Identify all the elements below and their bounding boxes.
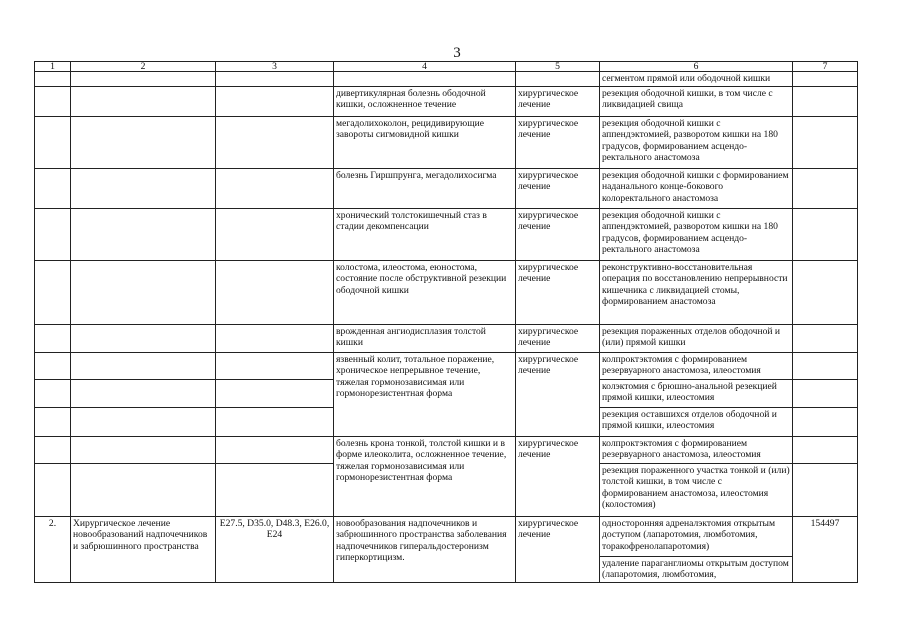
cell-icd-codes [216,436,334,463]
cell-profile [71,463,216,516]
cell-icd-codes [216,463,334,516]
table-row [35,516,858,556]
cell-diagnosis: врожденная ангиодисплазия толстой кишки [334,324,516,352]
cell-cost: 154497 [793,516,858,582]
cell-method: колэктомия с брюшно-анальной резекцией прямой кишки, илеостомия [600,379,793,407]
cell-treatment-type: хирургическое лечение [516,352,600,436]
cell-method: резекция оставшихся отделов ободочной и прямой кишки, илеостомия [600,407,793,436]
cell-diagnosis: новообразования надпочечников и забрюшинного пространства заболевания надпочечников гиперальдостеронизм гиперкортицизм. [334,516,516,582]
cell-icd-codes [216,116,334,168]
cell-diagnosis: болезнь крона тонкой, толстой кишки и в форме илеоколита, осложненное течение, тяжелая гормонозависимая или гормонорезистентная форма [334,436,516,516]
table-row [35,352,858,379]
cell-number [35,463,71,516]
column-number-row [35,62,858,72]
cell-method: резекция ободочной кишки, в том числе с ликвидацией свища [600,86,793,116]
cell-profile [71,86,216,116]
cell-icd-codes [216,352,334,379]
cell-profile [71,208,216,260]
cell-icd-codes [216,324,334,352]
cell-profile [71,407,216,436]
table-row [35,208,858,260]
cell-icd-codes [216,208,334,260]
cell-icd-codes [216,86,334,116]
cell-method: сегментом прямой или ободочной кишки [600,72,793,87]
cell-diagnosis: хронический толстокишечный стаз в стадии декомпенсации [334,208,516,260]
table-row [35,116,858,168]
cell-icd-codes [216,260,334,324]
cell-method: резекция ободочной кишки с аппендэктомией, разворотом кишки на 180 градусов, формированием асцендо-ректального анастомоза [600,208,793,260]
cell-number [35,324,71,352]
cell-cost [793,436,858,463]
cell-profile [71,436,216,463]
cell-number [35,407,71,436]
cell-diagnosis: колостома, илеостома, еюностома, состояние после обструктивной резекции ободочной кишки [334,260,516,324]
cell-diagnosis: язвенный колит, тотальное поражение, хроническое непрерывное течение, тяжелая гормонозависимая или гормонорезистентная форма [334,352,516,436]
table-row [35,324,858,352]
cell-treatment-type: хирургическое лечение [516,436,600,516]
cell-cost [793,407,858,436]
cell-profile [71,260,216,324]
cell-icd-codes [216,407,334,436]
column-number: 4 [334,62,516,72]
cell-profile [71,324,216,352]
cell-number [35,436,71,463]
cell-diagnosis: болезнь Гиршпрунга, мегадолихосигма [334,168,516,208]
cell-treatment-type: хирургическое лечение [516,116,600,168]
table-row [35,86,858,116]
column-number: 1 [35,62,71,72]
table-row [35,260,858,324]
cell-cost [793,352,858,379]
cell-cost [793,463,858,516]
cell-method: резекция ободочной кишки с формированием наданального конце-бокового колоректального анастомоза [600,168,793,208]
cell-method: удаление параганглиомы открытым доступом (лапаротомия, люмботомия, [600,556,793,582]
cell-treatment-type: хирургическое лечение [516,168,600,208]
cell-cost [793,379,858,407]
cell-diagnosis: дивертикулярная болезнь ободочной кишки, осложненное течение [334,86,516,116]
cell-number [35,86,71,116]
cell-number [35,72,71,87]
cell-treatment-type: хирургическое лечение [516,260,600,324]
cell-treatment-type [516,72,600,87]
table-row [35,436,858,463]
cell-number [35,208,71,260]
cell-method: односторонняя адреналэктомия открытым доступом (лапаротомия, люмботомия, торакофренолапаротомия) [600,516,793,556]
cell-cost [793,208,858,260]
cell-method: резекция пораженного участка тонкой и (или) толстой кишки, в том числе с формированием анастомоза, илеостомия (колостомия) [600,463,793,516]
cell-number [35,352,71,379]
cell-cost [793,72,858,87]
cell-diagnosis: мегадолихоколон, рецидивирующие завороты сигмовидной кишки [334,116,516,168]
cell-method: колпроктэктомия с формированием резервуарного анастомоза, илеостомия [600,436,793,463]
cell-profile: Хирургическое лечение новообразований надпочечников и забрюшинного пространства [71,516,216,582]
column-number: 5 [516,62,600,72]
column-number: 7 [793,62,858,72]
cell-number [35,116,71,168]
cell-number: 2. [35,516,71,582]
cell-profile [71,116,216,168]
cell-number [35,260,71,324]
cell-treatment-type: хирургическое лечение [516,86,600,116]
cell-number [35,379,71,407]
cell-profile [71,379,216,407]
column-number: 3 [216,62,334,72]
page-number: 3 [453,45,461,61]
cell-treatment-type: хирургическое лечение [516,324,600,352]
cell-method: колпроктэктомия с формированием резервуарного анастомоза, илеостомия [600,352,793,379]
cell-treatment-type: хирургическое лечение [516,516,600,582]
column-number: 6 [600,62,793,72]
cell-icd-codes [216,72,334,87]
cell-profile [71,72,216,87]
cell-number [35,168,71,208]
medical-care-table [34,61,858,583]
table-row [35,72,858,87]
cell-icd-codes [216,168,334,208]
table-row [35,168,858,208]
cell-method: резекция ободочной кишки с аппендэктомией, разворотом кишки на 180 градусов, формированием асцендо-ректального анастомоза [600,116,793,168]
cell-cost [793,324,858,352]
cell-diagnosis [334,72,516,87]
cell-treatment-type: хирургическое лечение [516,208,600,260]
cell-profile [71,168,216,208]
cell-icd-codes: E27.5, D35.0, D48.3, E26.0, E24 [216,516,334,582]
column-number: 2 [71,62,216,72]
cell-icd-codes [216,379,334,407]
cell-cost [793,260,858,324]
cell-cost [793,116,858,168]
cell-cost [793,86,858,116]
cell-cost [793,168,858,208]
cell-method: реконструктивно-восстановительная операция по восстановлению непрерывности кишечника с ликвидацией стомы, формированием анастомоза [600,260,793,324]
cell-method: резекция пораженных отделов ободочной и (или) прямой кишки [600,324,793,352]
cell-profile [71,352,216,379]
